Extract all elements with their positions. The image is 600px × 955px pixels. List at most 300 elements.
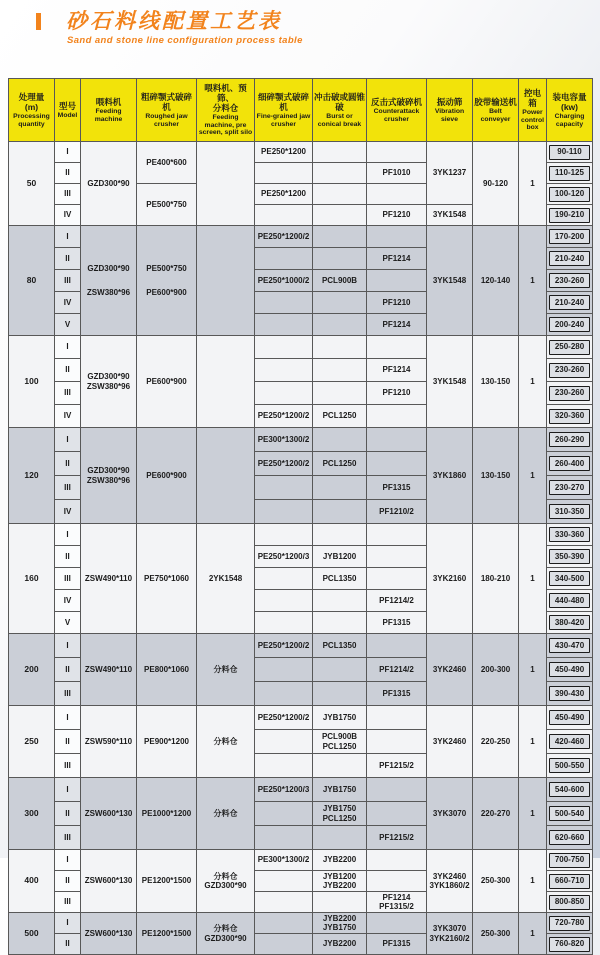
cell-power: 1: [519, 706, 547, 778]
cell-capacity: [547, 142, 593, 163]
cell-fine: [255, 500, 313, 524]
cell-counter: PF1010: [367, 163, 427, 184]
col-header-en: Vibration sieve: [434, 107, 465, 123]
cell-presep: [197, 428, 255, 524]
cell-capacity: [547, 754, 593, 778]
capacity-box: 340-500: [549, 571, 590, 586]
qty-cell: 500: [9, 913, 55, 955]
model-cell: II: [55, 871, 81, 892]
model-cell: II: [55, 658, 81, 682]
cell-burst: PCL1350: [313, 634, 367, 658]
col-header-zh: (kw): [561, 101, 578, 112]
cell-counter: PF1215/2: [367, 754, 427, 778]
cell-sieve: 3YK1548: [427, 205, 473, 226]
col-header-burst: [313, 79, 367, 142]
col-header-zh: 反击式破碎机: [370, 96, 422, 107]
cell-coarse: PE750*1060: [137, 524, 197, 634]
model-cell: III: [55, 184, 81, 205]
table-row: [9, 778, 593, 802]
cell-burst: [313, 524, 367, 546]
capacity-box: 500-540: [549, 806, 590, 821]
cell-coarse: PE600*900: [137, 336, 197, 428]
col-header-fine: [255, 79, 313, 142]
cell-fine: [255, 205, 313, 226]
cell-capacity: [547, 500, 593, 524]
cell-burst: JYB2200: [313, 850, 367, 871]
cell-capacity: [547, 270, 593, 292]
capacity-box: 210-240: [549, 295, 590, 310]
cell-sieve: 3YK1860: [427, 428, 473, 524]
cell-burst: JYB1750: [313, 706, 367, 730]
cell-capacity: [547, 913, 593, 934]
col-header-zh: 型号: [58, 100, 76, 111]
cell-fine: [255, 568, 313, 590]
page-subtitle: Sand and stone line configuration process table: [67, 35, 303, 46]
cell-burst: JYB1750: [313, 778, 367, 802]
cell-power: 1: [519, 524, 547, 634]
cell-counter: PF1210: [367, 205, 427, 226]
col-header-en: Burst or conical break: [317, 112, 362, 128]
col-header-zh: 控电箱: [523, 88, 541, 109]
cell-coarse: PE600*900: [137, 428, 197, 524]
cell-burst: PCL900B PCL1250: [313, 730, 367, 754]
model-cell: I: [55, 706, 81, 730]
model-cell: III: [55, 892, 81, 913]
col-header-coarse: [137, 79, 197, 142]
cell-capacity: [547, 826, 593, 850]
cell-power: 1: [519, 634, 547, 706]
cell-capacity: [547, 612, 593, 634]
cell-burst: [313, 476, 367, 500]
col-header-qty: [9, 79, 55, 142]
cell-burst: [313, 754, 367, 778]
cell-burst: JYB1200 JYB2200: [313, 871, 367, 892]
cell-burst: [313, 184, 367, 205]
col-header-zh: 喂料机: [95, 96, 122, 107]
cell-burst: [313, 500, 367, 524]
capacity-box: 430-470: [549, 638, 590, 653]
cell-capacity: [547, 850, 593, 871]
cell-fine: PE250*1200/2: [255, 405, 313, 428]
cell-capacity: [547, 871, 593, 892]
cell-presep: 分料仓: [197, 778, 255, 850]
capacity-box: 100-120: [549, 187, 590, 202]
col-header-en: Model: [57, 111, 78, 119]
cell-belt: 250-300: [473, 850, 519, 913]
cell-fine: PE300*1300/2: [255, 428, 313, 452]
col-header-zh: 喂料机、预筛、: [204, 83, 247, 104]
model-cell: I: [55, 142, 81, 163]
cell-fine: [255, 476, 313, 500]
model-cell: I: [55, 913, 81, 934]
cell-counter: [367, 730, 427, 754]
group-160: [9, 524, 593, 634]
capacity-box: 170-200: [549, 229, 590, 244]
cell-counter: PF1210: [367, 382, 427, 405]
cell-burst: [313, 826, 367, 850]
model-cell: I: [55, 850, 81, 871]
model-cell: II: [55, 452, 81, 476]
model-cell: IV: [55, 590, 81, 612]
cell-capacity: [547, 405, 593, 428]
model-cell: II: [55, 934, 81, 955]
cell-counter: [367, 142, 427, 163]
cell-burst: JYB1750 PCL1250: [313, 802, 367, 826]
capacity-box: 110-125: [549, 166, 590, 181]
capacity-box: 250-280: [549, 340, 590, 355]
cell-burst: [313, 682, 367, 706]
capacity-box: 230-260: [549, 386, 590, 401]
capacity-box: 190-210: [549, 208, 590, 223]
cell-capacity: [547, 163, 593, 184]
cell-counter: [367, 546, 427, 568]
cell-burst: [313, 163, 367, 184]
cell-fine: [255, 163, 313, 184]
cell-fine: [255, 590, 313, 612]
model-cell: I: [55, 428, 81, 452]
cell-fine: PE250*1200/2: [255, 634, 313, 658]
cell-fine: PE250*1200: [255, 184, 313, 205]
cell-feeding: GZD300*90 ZSW380*96: [81, 226, 137, 336]
cell-belt: 220-270: [473, 778, 519, 850]
capacity-box: 230-270: [549, 480, 590, 495]
title-tick-bar: [36, 13, 41, 30]
cell-fine: [255, 826, 313, 850]
table-row: [9, 634, 593, 658]
cell-burst: [313, 428, 367, 452]
cell-capacity: [547, 248, 593, 270]
model-cell: I: [55, 778, 81, 802]
capacity-box: 500-550: [549, 758, 590, 773]
cell-capacity: [547, 184, 593, 205]
col-header-en: Feeding machine: [94, 107, 123, 123]
group-120: [9, 428, 593, 524]
col-header-zh: (m): [24, 101, 39, 112]
cell-counter: PF1210/2: [367, 500, 427, 524]
cell-burst: [313, 892, 367, 913]
cell-fine: [255, 871, 313, 892]
cell-burst: [313, 226, 367, 248]
cell-presep: [197, 226, 255, 336]
qty-cell: 300: [9, 778, 55, 850]
qty-cell: 250: [9, 706, 55, 778]
col-header-en: Belt conveyer: [480, 107, 511, 123]
table-row: [9, 428, 593, 452]
cell-counter: [367, 913, 427, 934]
capacity-box: 800-850: [549, 895, 590, 910]
cell-coarse: PE1200*1500: [137, 850, 197, 913]
cell-capacity: [547, 524, 593, 546]
capacity-box: 320-360: [549, 409, 590, 424]
group-100: [9, 336, 593, 428]
cell-fine: [255, 336, 313, 359]
qty-cell: 100: [9, 336, 55, 428]
capacity-box: 90-110: [549, 145, 590, 160]
cell-power: 1: [519, 336, 547, 428]
model-cell: II: [55, 359, 81, 382]
cell-counter: [367, 871, 427, 892]
cell-power: 1: [519, 142, 547, 226]
cell-sieve: 3YK2160: [427, 524, 473, 634]
cell-counter: PF1215/2: [367, 826, 427, 850]
qty-cell: 50: [9, 142, 55, 226]
cell-burst: [313, 336, 367, 359]
cell-counter: [367, 270, 427, 292]
cell-burst: [313, 205, 367, 226]
group-80: [9, 226, 593, 336]
cell-capacity: [547, 476, 593, 500]
cell-sieve: 3YK2460 3YK1860/2: [427, 850, 473, 913]
capacity-box: 540-600: [549, 782, 590, 797]
model-cell: III: [55, 270, 81, 292]
cell-counter: [367, 452, 427, 476]
capacity-box: 380-420: [549, 615, 590, 630]
title-block: [36, 10, 303, 46]
cell-burst: JYB2200: [313, 934, 367, 955]
cell-fine: [255, 314, 313, 336]
cell-counter: PF1210: [367, 292, 427, 314]
model-cell: I: [55, 634, 81, 658]
group-50: [9, 142, 593, 226]
cell-counter: [367, 778, 427, 802]
cell-fine: PE250*1200/3: [255, 546, 313, 568]
cell-belt: 130-150: [473, 428, 519, 524]
cell-counter: [367, 336, 427, 359]
cell-burst: PCL1250: [313, 452, 367, 476]
model-cell: V: [55, 314, 81, 336]
cell-burst: [313, 658, 367, 682]
model-cell: III: [55, 754, 81, 778]
cell-presep: 分料仓: [197, 706, 255, 778]
cell-capacity: [547, 892, 593, 913]
capacity-box: 760-820: [549, 937, 590, 952]
col-header-model: [55, 79, 81, 142]
table-row: [9, 913, 593, 934]
cell-fine: PE250*1200: [255, 142, 313, 163]
cell-power: 1: [519, 428, 547, 524]
table-row: [9, 850, 593, 871]
model-cell: II: [55, 730, 81, 754]
cell-presep: [197, 142, 255, 226]
col-header-zh: 振动筛: [436, 96, 463, 107]
col-header-en: Roughed jaw crusher: [145, 112, 188, 128]
capacity-box: 350-390: [549, 549, 590, 564]
model-cell: III: [55, 826, 81, 850]
group-400: [9, 850, 593, 913]
table-row: [9, 226, 593, 248]
cell-capacity: [547, 706, 593, 730]
qty-cell: 200: [9, 634, 55, 706]
cell-fine: [255, 934, 313, 955]
cell-burst: PCL1350: [313, 568, 367, 590]
cell-burst: [313, 382, 367, 405]
col-header-power: [519, 79, 547, 142]
cell-burst: [313, 292, 367, 314]
col-header-en: Counterattack crusher: [373, 107, 420, 123]
cell-burst: PCL900B: [313, 270, 367, 292]
col-header-en: Processing quantity: [13, 112, 50, 128]
cell-fine: PE300*1300/2: [255, 850, 313, 871]
cell-belt: 120-140: [473, 226, 519, 336]
group-250: [9, 706, 593, 778]
cell-coarse: PE500*750: [137, 184, 197, 226]
cell-fine: [255, 612, 313, 634]
cell-capacity: [547, 590, 593, 612]
cell-counter: [367, 634, 427, 658]
cell-feeding: GZD300*90 ZSW380*96: [81, 336, 137, 428]
group-200: [9, 634, 593, 706]
capacity-box: 230-260: [549, 273, 590, 288]
qty-cell: 400: [9, 850, 55, 913]
cell-burst: PCL1250: [313, 405, 367, 428]
cell-counter: PF1214: [367, 359, 427, 382]
cell-capacity: [547, 634, 593, 658]
model-cell: IV: [55, 500, 81, 524]
cell-counter: PF1315: [367, 476, 427, 500]
capacity-box: 230-260: [549, 363, 590, 378]
model-cell: II: [55, 546, 81, 568]
cell-sieve: 3YK2460: [427, 706, 473, 778]
table-row: [9, 706, 593, 730]
cell-counter: [367, 184, 427, 205]
cell-capacity: [547, 452, 593, 476]
model-cell: IV: [55, 292, 81, 314]
cell-fine: [255, 382, 313, 405]
cell-feeding: ZSW600*130: [81, 850, 137, 913]
cell-fine: [255, 913, 313, 934]
model-cell: II: [55, 802, 81, 826]
cell-sieve: 3YK3070: [427, 778, 473, 850]
cell-burst: [313, 359, 367, 382]
cell-feeding: GZD300*90 ZSW380*96: [81, 428, 137, 524]
cell-counter: [367, 226, 427, 248]
cell-capacity: [547, 778, 593, 802]
cell-fine: PE250*1000/2: [255, 270, 313, 292]
cell-fine: PE250*1200/2: [255, 706, 313, 730]
model-cell: V: [55, 612, 81, 634]
cell-counter: PF1214: [367, 314, 427, 336]
col-header-feeding: [81, 79, 137, 142]
cell-belt: 220-250: [473, 706, 519, 778]
cell-sieve: 3YK2460: [427, 634, 473, 706]
capacity-box: 700-750: [549, 853, 590, 868]
capacity-box: 390-430: [549, 686, 590, 701]
cell-fine: [255, 730, 313, 754]
cell-feeding: ZSW600*130: [81, 778, 137, 850]
col-header-sieve: [427, 79, 473, 142]
col-header-en: Power control box: [520, 109, 545, 132]
cell-burst: [313, 590, 367, 612]
model-cell: I: [55, 524, 81, 546]
cell-capacity: [547, 682, 593, 706]
model-cell: III: [55, 476, 81, 500]
col-header-capacity: [547, 79, 593, 142]
capacity-box: 260-290: [549, 432, 590, 447]
cell-coarse: PE400*600: [137, 142, 197, 184]
cell-power: 1: [519, 913, 547, 955]
col-header-en: Fine-grained jaw crusher: [256, 112, 311, 128]
model-cell: I: [55, 336, 81, 359]
process-table: [8, 78, 593, 955]
col-header-zh: 处理量: [18, 91, 45, 102]
cell-belt: 250-300: [473, 913, 519, 955]
col-header-zh: 装电容量: [552, 91, 587, 102]
cell-fine: [255, 892, 313, 913]
cell-capacity: [547, 359, 593, 382]
capacity-box: 450-490: [549, 662, 590, 677]
cell-belt: 130-150: [473, 336, 519, 428]
model-cell: III: [55, 682, 81, 706]
qty-cell: 160: [9, 524, 55, 634]
cell-capacity: [547, 934, 593, 955]
cell-belt: 200-300: [473, 634, 519, 706]
col-header-presep: [197, 79, 255, 142]
cell-coarse: PE800*1060: [137, 634, 197, 706]
cell-counter: PF1214 PF1315/2: [367, 892, 427, 913]
cell-capacity: [547, 546, 593, 568]
cell-sieve: 3YK1548: [427, 336, 473, 428]
cell-counter: PF1214: [367, 248, 427, 270]
qty-cell: 120: [9, 428, 55, 524]
cell-counter: [367, 850, 427, 871]
cell-capacity: [547, 658, 593, 682]
capacity-box: 420-460: [549, 734, 590, 749]
table-row: [9, 524, 593, 546]
model-cell: III: [55, 382, 81, 405]
col-header-en: Feeding machine, pre screen, split silo: [198, 114, 253, 137]
cell-fine: [255, 248, 313, 270]
cell-capacity: [547, 205, 593, 226]
cell-presep: 分料仓 GZD300*90: [197, 850, 255, 913]
cell-counter: [367, 802, 427, 826]
cell-burst: JYB1200: [313, 546, 367, 568]
cell-presep: 分料仓 GZD300*90: [197, 913, 255, 955]
model-cell: IV: [55, 405, 81, 428]
group-500: [9, 913, 593, 955]
cell-fine: [255, 658, 313, 682]
cell-counter: PF1315: [367, 934, 427, 955]
cell-feeding: ZSW590*110: [81, 706, 137, 778]
cell-capacity: [547, 730, 593, 754]
cell-counter: [367, 706, 427, 730]
cell-fine: PE250*1200/2: [255, 452, 313, 476]
cell-fine: [255, 292, 313, 314]
cell-counter: PF1315: [367, 612, 427, 634]
cell-counter: [367, 428, 427, 452]
cell-burst: [313, 142, 367, 163]
cell-feeding: GZD300*90: [81, 142, 137, 226]
model-cell: IV: [55, 205, 81, 226]
table-header: [9, 79, 593, 142]
capacity-box: 450-490: [549, 710, 590, 725]
cell-presep: 分料仓: [197, 634, 255, 706]
cell-counter: [367, 524, 427, 546]
cell-coarse: PE500*750 PE600*900: [137, 226, 197, 336]
cell-fine: [255, 524, 313, 546]
cell-capacity: [547, 292, 593, 314]
table-row: [9, 142, 593, 163]
cell-power: 1: [519, 850, 547, 913]
capacity-box: 660-710: [549, 874, 590, 889]
capacity-box: 310-350: [549, 504, 590, 519]
col-header-zh: 分料仓: [212, 103, 239, 114]
col-header-counter: [367, 79, 427, 142]
capacity-box: 440-480: [549, 593, 590, 608]
table-row: [9, 336, 593, 359]
cell-capacity: [547, 802, 593, 826]
cell-capacity: [547, 226, 593, 248]
capacity-box: 200-240: [549, 317, 590, 332]
